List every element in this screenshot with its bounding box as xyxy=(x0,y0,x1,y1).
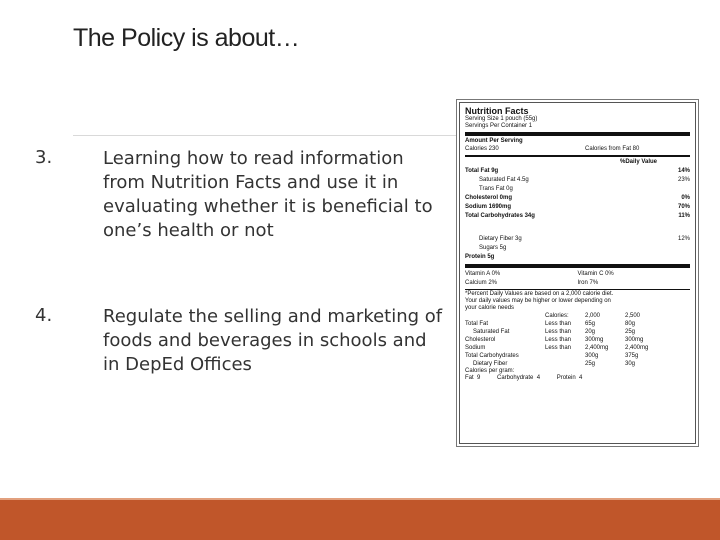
title-divider xyxy=(73,135,458,136)
vitamin-row: Vitamin A 0% Vitamin C 0% xyxy=(465,271,614,277)
dv-table-row: Cholesterol Less than 300mg 300mg xyxy=(465,337,644,343)
item-number: 4. xyxy=(35,305,53,326)
footnote: Your daily values may be higher or lower depending on xyxy=(465,298,611,304)
footnote: *Percent Daily Values are based on a 2,000 calorie diet. xyxy=(465,291,614,297)
dv-table-header: Calories: 2,000 2,500 xyxy=(545,313,641,319)
nutrient-row: Cholesterol 0mg 0% xyxy=(465,195,690,201)
dv-table-row: Total Carbohydrates 300g 375g xyxy=(465,353,639,359)
footnote: your calorie needs xyxy=(465,305,515,311)
daily-value-header: %Daily Value xyxy=(620,159,658,165)
nutrient-row: Dietary Fiber 3g 12% xyxy=(479,236,690,242)
dv-table-row: Sodium Less than 2,400mg 2,400mg xyxy=(465,345,649,351)
serving-size: Serving Size 1 pouch (55g) xyxy=(465,116,538,122)
calories-row: Calories 230 Calories from Fat 80 xyxy=(465,146,640,152)
item-text: Learning how to read information from Nutrition Facts and use it in evaluating whether it is beneficial to one’s health or not xyxy=(103,148,433,241)
dv-table-row: Dietary Fiber 25g 30g xyxy=(473,361,636,367)
footer-bar xyxy=(0,500,720,540)
amount-per-serving: Amount Per Serving xyxy=(465,138,523,144)
item-text: Regulate the selling and marketing of foods and beverages in schools and in DepEd Offices xyxy=(103,306,443,375)
per-gram-values: Fat 9 Carbohydrate 4 Protein 4 xyxy=(465,375,583,381)
nutrient-row: Total Fat 9g 14% xyxy=(465,168,690,174)
slide-title: The Policy is about… xyxy=(73,24,300,52)
dv-table-row: Total Fat Less than 65g 80g xyxy=(465,321,636,327)
nutrient-row: Trans Fat 0g xyxy=(479,186,513,192)
nutrition-facts-image xyxy=(459,102,696,444)
servings-per-container: Servings Per Container 1 xyxy=(465,123,533,129)
nutrient-row: Sodium 1690mg 70% xyxy=(465,204,690,210)
nutrient-row: Protein 5g xyxy=(465,254,495,260)
nutrition-title: Nutrition Facts xyxy=(465,106,529,116)
nutrient-row: Sugars 5g xyxy=(479,245,507,251)
nutrient-row: Saturated Fat 4.5g 23% xyxy=(479,177,690,183)
nutrient-row: Total Carbohydrates 34g 11% xyxy=(465,213,690,219)
item-number: 3. xyxy=(35,147,53,168)
vitamin-row: Calcium 2% Iron 7% xyxy=(465,280,599,286)
calories-per-gram: Calories per gram: xyxy=(465,368,515,374)
dv-table-row: Saturated Fat Less than 20g 25g xyxy=(473,329,636,335)
